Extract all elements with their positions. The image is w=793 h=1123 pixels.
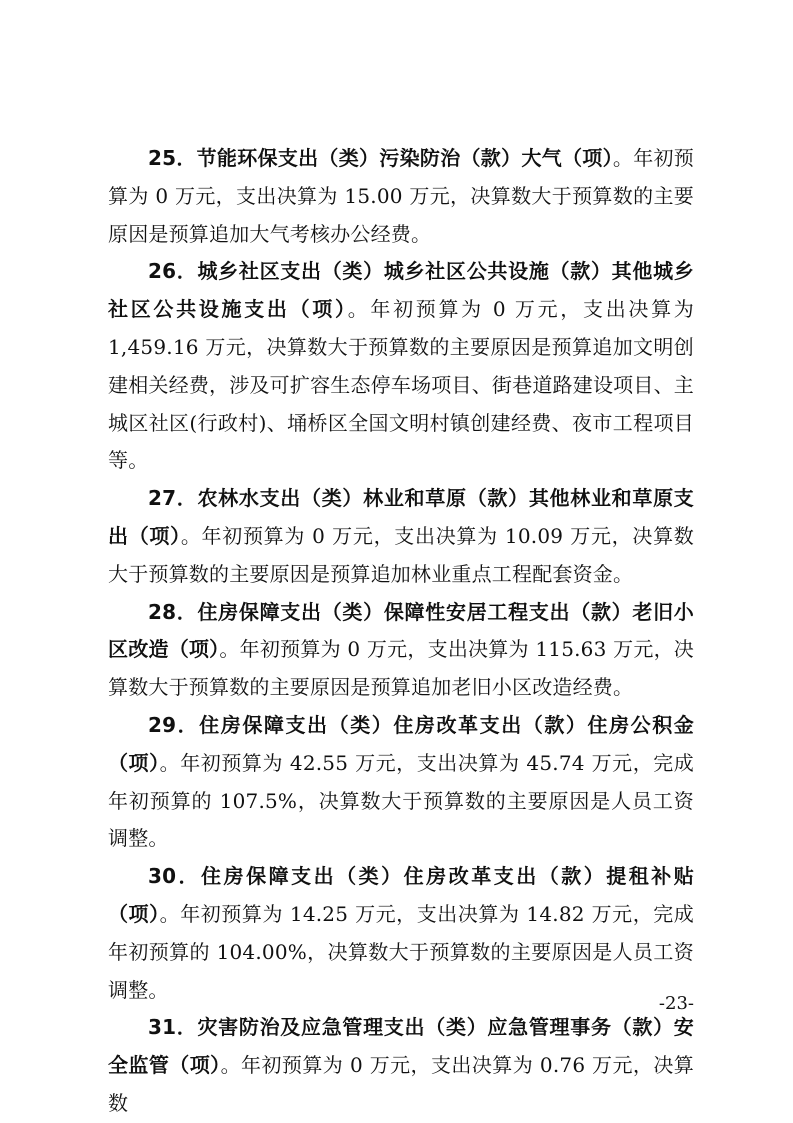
paragraph-30-heading: 30．住房保障支出（类）住房改革支出（款）提租补贴（项） [108,864,694,926]
paragraph-25-heading: 25．节能环保支出（类）污染防治（款）大气（项） [148,146,613,170]
paragraph-28-body: 。年初预算为 0 万元，支出决算为 115.63 万元，决算数大于预算数的主要原因是预算追加老旧小区改造经费。 [108,637,695,700]
paragraph-29 [108,707,694,858]
paragraph-26-body: 。年初预算为 0 万元，支出决算为 1,459.16 万元，决算数大于预算数的主要原因是预算追加文明创建相关经费，涉及可扩容生态停车场项目、街巷道路建设项目、主城区社区(行政村)、埇桥区全国文明村镇创建经费、夜市工程项目等。 [108,297,694,473]
document-body [108,140,694,1123]
paragraph-29-body: 。年初预算为 42.55 万元，支出决算为 45.74 万元，完成年初预算的 107.5%，决算数大于预算数的主要原因是人员工资调整。 [108,750,694,851]
paragraph-31-heading: 31．灾害防治及应急管理支出（类）应急管理事务（款）安全监管（项） [108,1015,694,1078]
paragraph-28-heading: 28．住房保障支出（类）保障性安居工程支出（款）老旧小区改造（项） [108,599,694,662]
paragraph-30 [108,858,694,1009]
paragraph-31 [108,1009,694,1122]
paragraph-25 [108,140,694,253]
paragraph-28 [108,594,694,707]
paragraph-27 [108,480,694,593]
paragraph-27-body: 。年初预算为 0 万元，支出决算为 10.09 万元，决算数大于预算数的主要原因是预算追加林业重点工程配套资金。 [108,523,694,586]
paragraph-29-heading: 29．住房保障支出（类）住房改革支出（款）住房公积金（项） [108,712,694,775]
paragraph-26 [108,253,694,480]
paragraph-30-body: 。年初预算为 14.25 万元，支出决算为 14.82 万元，完成年初预算的 104.00%，决算数大于预算数的主要原因是人员工资调整。 [108,901,694,1002]
paragraph-27-heading: 27．农林水支出（类）林业和草原（款）其他林业和草原支出（项） [108,486,694,548]
paragraph-26-heading: 26．城乡社区支出（类）城乡社区公共设施（款）其他城乡社区公共设施支出（项） [108,259,694,322]
paragraph-31-body: 。年初预算为 0 万元，支出决算为 0.76 万元，决算数 [108,1053,694,1115]
paragraph-25-body: 。年初预算为 0 万元，支出决算为 15.00 万元，决算数大于预算数的主要原因是预算追加大气考核办公经费。 [108,146,694,246]
page-number: -23- [658,993,694,1014]
